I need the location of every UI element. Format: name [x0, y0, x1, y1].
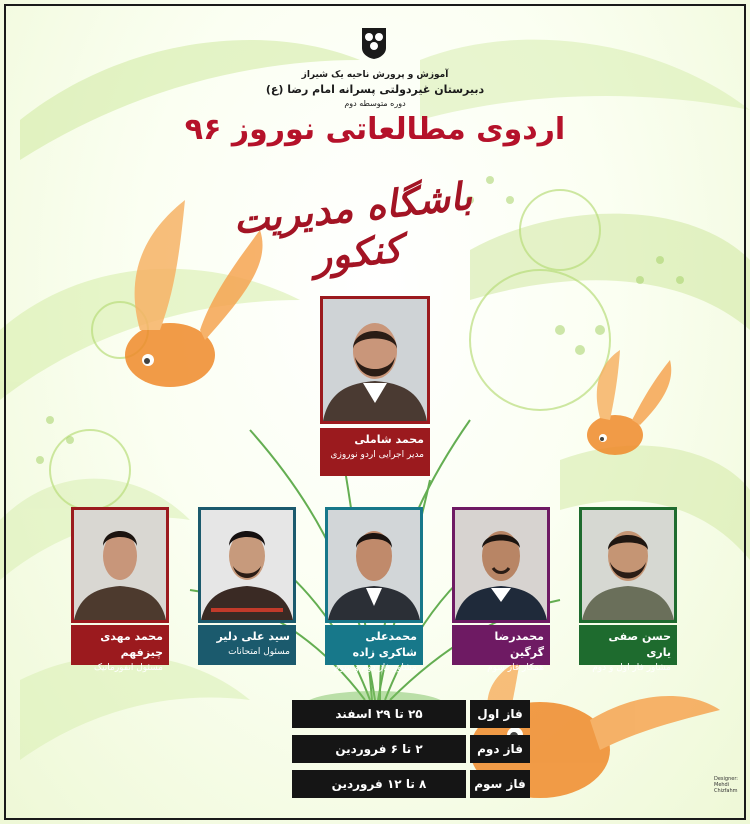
staff-label: [71, 625, 169, 673]
org-line-1: آموزش و پرورش ناحیه یک شیراز: [301, 70, 449, 80]
staff-label: [198, 625, 296, 665]
staff-photo: [325, 507, 423, 623]
director-role: مدیر اجرایی اردو نوروزی: [330, 450, 424, 460]
schedule-phase: فاز سوم: [470, 770, 530, 798]
staff-name: حسن صفی یاری: [608, 630, 671, 659]
staff-role: مشاور فاز اول و دوم: [592, 663, 671, 673]
director-photo: [320, 296, 430, 424]
org-line-3: دوره متوسطه دوم: [344, 99, 406, 108]
staff-label: [579, 625, 677, 673]
schedule-row: [290, 770, 530, 798]
goldfish-icon: [587, 350, 671, 455]
leaf-shape: [470, 214, 750, 330]
person-photo-icon: [328, 510, 420, 620]
designer-credit: Designer: Mehdi Chizfahm: [714, 776, 738, 794]
club-title: باشگاه مدیریت کنکور: [231, 172, 475, 280]
staff-role: مشاور فاز دوم و سوم: [333, 663, 417, 673]
schedule-dates: ۲ تا ۶ فروردین: [292, 735, 466, 763]
school-name: دبیرستان غیردولتی پسرانه امام رضا (ع): [265, 83, 485, 96]
schedule-row: [290, 700, 530, 728]
person-photo-icon: [455, 510, 547, 620]
director-label: [320, 428, 430, 476]
flower-outline: [470, 270, 610, 410]
schedule-phase: فاز اول: [470, 700, 530, 728]
camp-title: اردوی مطالعاتی نوروز ۹۶: [184, 112, 566, 147]
staff-photo: [579, 507, 677, 623]
school-logo-icon: [360, 26, 388, 60]
staff-label: [325, 625, 423, 673]
staff-name: محمد مهدی چیزفهم: [100, 630, 163, 659]
staff-photo: [71, 507, 169, 623]
person-photo-icon: [74, 510, 166, 620]
schedule-phase: فاز دوم: [470, 735, 530, 763]
schedule-row: [290, 735, 530, 763]
staff-role: مسئول امتحانات: [228, 647, 290, 657]
person-photo-icon: [582, 510, 674, 620]
staff-label: [452, 625, 550, 673]
staff-name: محمدرضا گرگین: [494, 630, 544, 659]
schedule-dates: ۸ تا ۱۲ فروردین: [292, 770, 466, 798]
staff-role: مسئول انفورماتیک: [93, 663, 163, 673]
director-name: محمد شاملی: [354, 433, 424, 446]
schedule-dates: ۲۵ تا ۲۹ اسفند: [292, 700, 466, 728]
staff-role: همکار فاز سوم: [487, 663, 544, 673]
person-photo-icon: [201, 510, 293, 620]
staff-photo: [198, 507, 296, 623]
staff-name: محمدعلی شاکری زاده: [352, 630, 417, 659]
staff-name: سید علی دلیر: [216, 630, 290, 643]
person-photo-icon: [323, 299, 427, 421]
staff-photo: [452, 507, 550, 623]
